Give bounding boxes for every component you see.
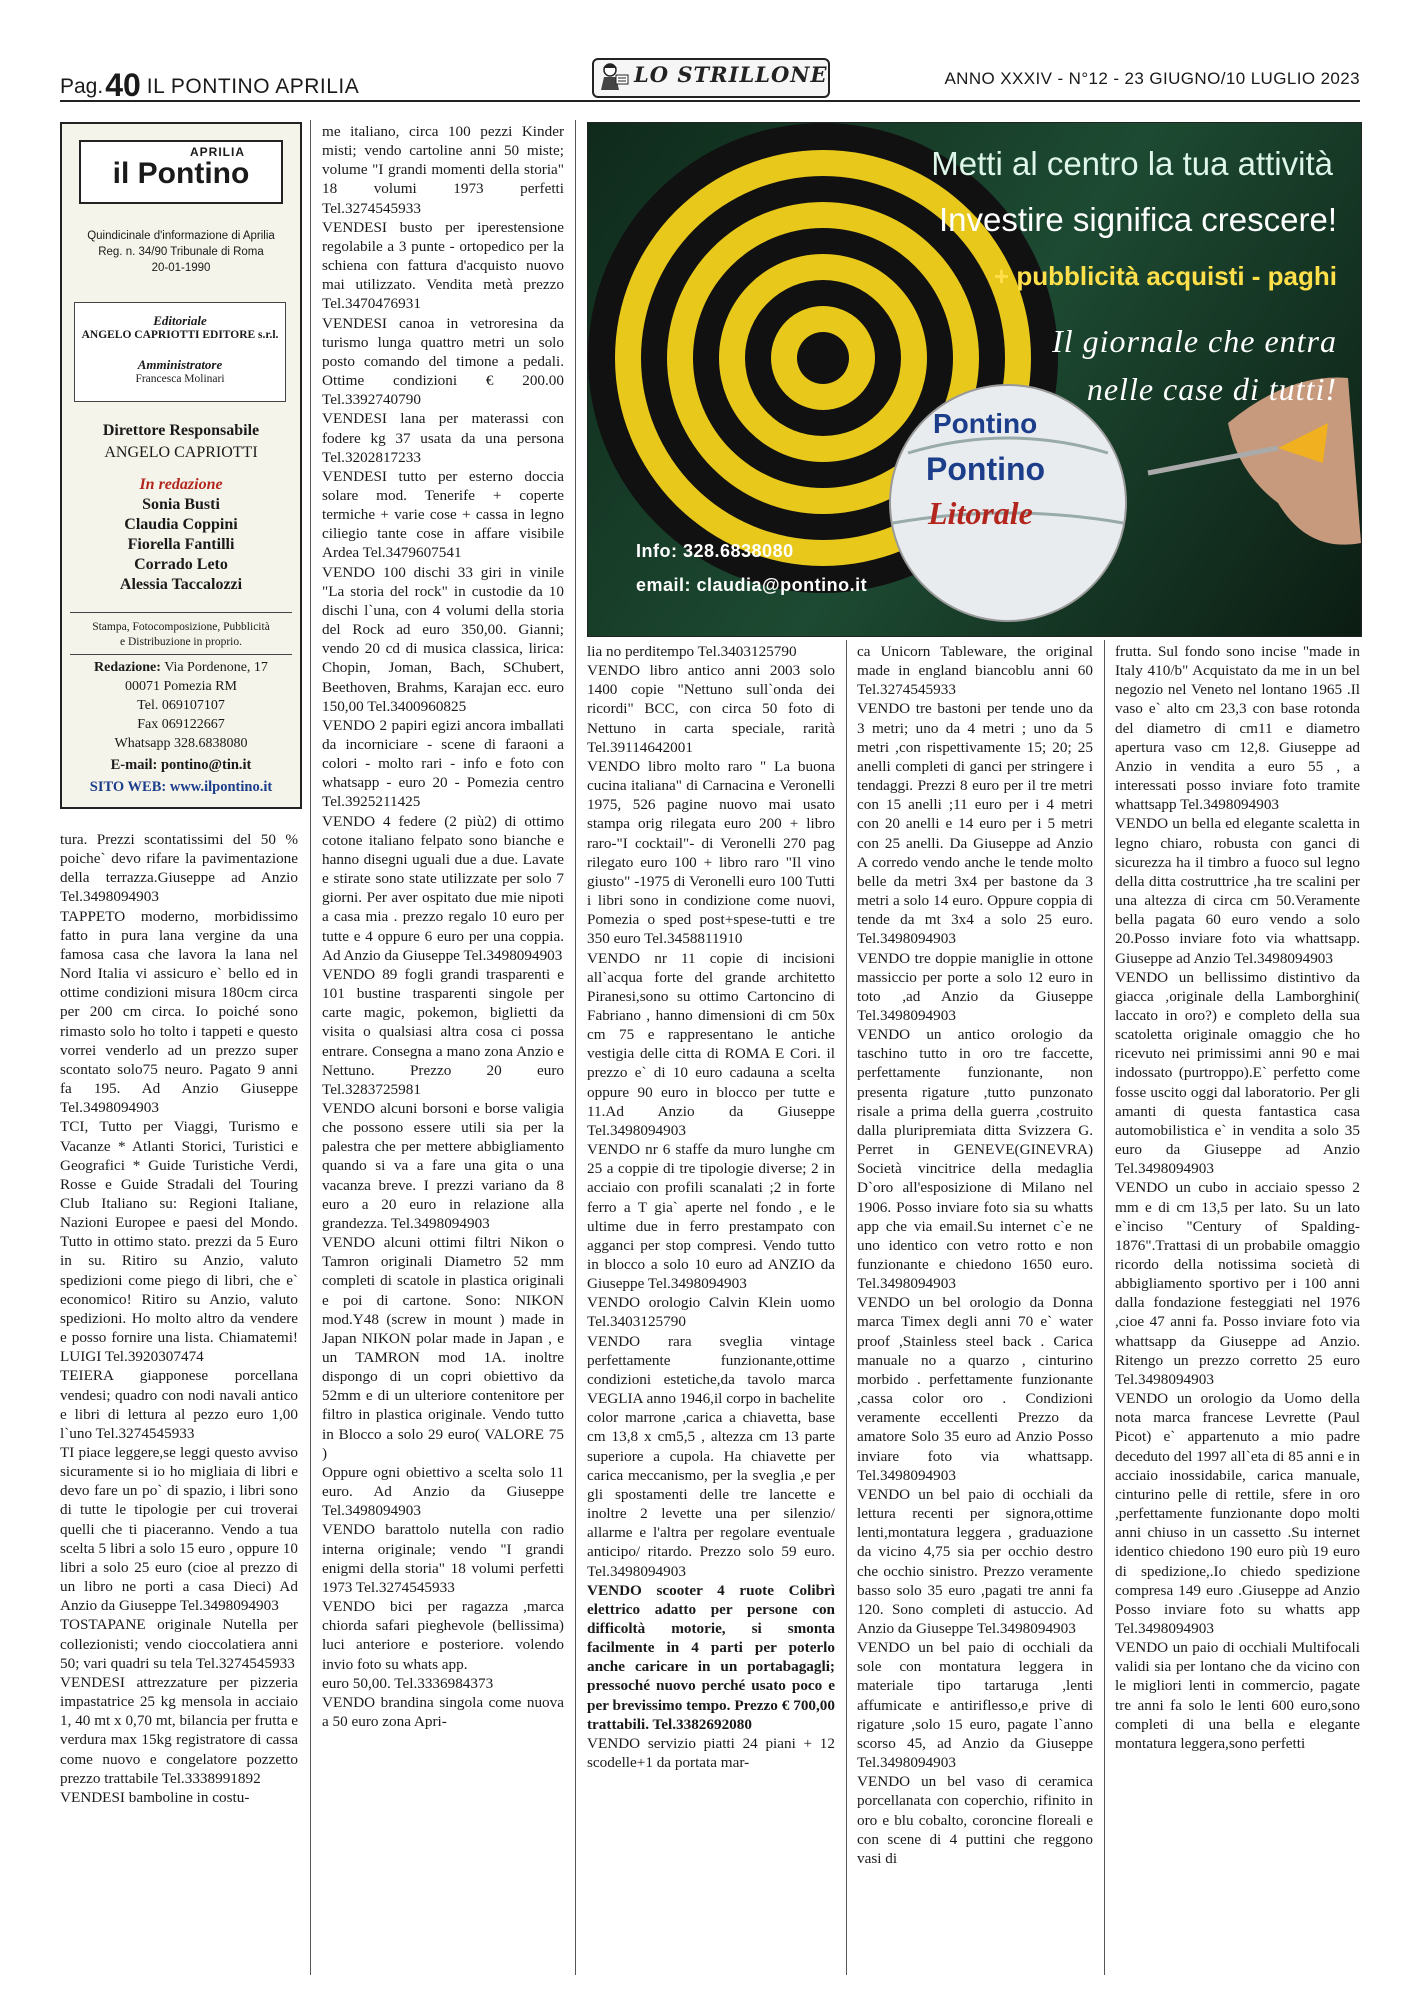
classified-ad: VENDESI tutto per esterno doccia solare mod. Tenerife + coperte termiche + varie cose + cassa in legno ciliegio tante cose in affare visibile Ardea Tel.3479607541 [322, 467, 564, 562]
redazione-label: In redazione [139, 476, 223, 493]
classified-ad: VENDO un bel orologio da Donna marca Timex degli anni 70 e` water proof ,Stainless steel back . Carica manuale no a quarzo , cinturino morbido . perfettamente funzionante ,cassa color oro . Condizioni veramente eccellenti Prezzo da amatore Solo 35 euro ad Anzio Posso inviare foto via whattsapp. Tel.3498094903 [857, 1294, 1093, 1484]
redazione-member: Fiorella Fantilli [127, 536, 235, 553]
classified-ad: VENDO un bel paio di occhiali da lettura recenti per signora,ottime lenti,montatura leggera , graduazione da vicino 4,75 sia per occhio destro che occhio sinistro. Prezzo veramente basso solo 35 euro ,pagati tre anni fa 120. Sono completi di astuccio. Ad Anzio da Giuseppe Tel.3498094903 [857, 1485, 1093, 1637]
masthead-city: APRILIA [190, 145, 245, 159]
classified-ad: VENDO alcuni ottimi filtri Nikon o Tamron originali Diametro 52 mm completi di scatole in plastica originali e poi di cartone. Sono: NIKON mod.Y48 (screw in mount ) made in Japan NIKON polar made in Japan , e un TAMRON mod 1A. inoltre dispongo di un copri obiettivo da 52mm e di un ulteriore contenitore per filtro in plastica originale. Vendo tutto in Blocco a solo 29 euro( VALORE 75 ) [322, 1234, 564, 1462]
ad-slogan-2: nelle case di tutti! [1086, 371, 1337, 407]
publisher-box [74, 302, 286, 402]
issue-info: ANNO XXXIV - N°12 - 23 GIUGNO/10 LUGLIO 2023 [944, 69, 1360, 88]
masthead-name: il Pontino [112, 157, 250, 190]
classified-ad: VENDO un cubo in acciaio spesso 2 mm e di cm 13,5 per lato. Su un lato e`inciso "Century of Spalding-1876".Trattasi di un probabile omaggio ricordo della notissima società di abbigliamento sportivo per i 100 anni dalla fondazione festeggiati nel 1976 ,cioe 47 anni fa. Posso inviare foto via whattsapp da Giuseppe ad Anzio. Ritengo un prezzo corretto 25 euro Tel.3498094903 [1115, 1179, 1360, 1388]
classified-ad: TI piace leggere,se leggi questo avviso sicuramente si io ho migliaia di libri e devo fare un po` di spazio, i libri sono di tutte le tipologie per cui troverai quelli che ti piaceranno. Vendo a tua scelta 5 libri a solo 15 euro , oppure 10 libri a solo 25 euro (cioe al prezzo di un libro ne porti a casa Dieci) Ad Anzio da Giuseppe Tel.3498094903 [60, 1444, 298, 1615]
fax-line: Fax 069122667 [137, 717, 225, 732]
redazione-member: Sonia Busti [142, 496, 220, 513]
classified-ad: frutta. Sul fondo sono incise "made in Italy 410/b" Acquistato da me in un bel negozio nel Veneto nel lontano 1965 .Il vaso e` alto cm 23,3 con base rotonda del diametro di cm11 e diametro apertura vaso cm 12,8. Giuseppe ad Anzio in vendita a euro 55 , a interessati posso inviare foto tramite whattsapp Tel.3498094903 [1115, 643, 1360, 814]
classified-ad: VENDO barattolo nutella con radio interna originale; vendo "I grandi enigmi della storia" 18 volumi perfetti 1973 Tel.3274545933 [322, 1521, 564, 1596]
masthead-desc-1: Quindicinale d'informazione di Aprilia [87, 230, 275, 242]
target-ring [797, 332, 849, 384]
classified-ad: VENDO nr 11 copie di incisioni all`acqua forte del grande architetto Piranesi,sono su ottimo Cartoncino di Fabriano , hanno dimensioni di cm 50x cm 75 e rappresentano le antiche vestigia delle citta di ROMA E Cori. il prezzo e` di 10 euro cadauna a scelta oppure 90 euro in blocco per tutte e 11.Ad Anzio da Giuseppe Tel.3498094903 [587, 949, 835, 1139]
classified-ad: VENDO libro molto raro " La buona cucina italiana" di Carnacina e Veronelli 1975, 526 pagine nuovo mai usato stampa orig rilegata euro 200 + libro raro-"I cocktail"- di Veronelli 270 pag rilegato euro 100 + libro raro "Il vino giusto" -1975 di Veronelli euro 100 Tutti i libri sono in condizione come nuovi, Pomezia o sped post+spese-tutti e tre 350 euro Tel.3458811910 [587, 757, 835, 948]
tel-line: Tel. 069107107 [137, 698, 225, 713]
classified-ad: VENDO libro antico anni 2003 solo 1400 copie "Nettuno sull`onda dei ricordi" BCC, con circa 50 foto di Nettuno in carta speciale, rarità Tel.39114642001 [587, 662, 835, 756]
masthead-title [79, 140, 283, 204]
page-number: 40 [105, 67, 141, 103]
classified-ad: tura. Prezzi scontatissimi del 50 % poiche` devo rifare la pavimentazione della terrazza.Giuseppe ad Anzio Tel.3498094903 [60, 831, 298, 906]
redazione-member: Alessia Taccalozzi [119, 576, 243, 593]
classified-ad: ca Unicorn Tableware, the original made in england biancoblu anni 60 Tel.3274545933 [857, 643, 1093, 699]
ad-paper-title: Pontino [933, 408, 1038, 439]
classified-ad: VENDO rara sveglia vintage perfettamente funzionante,ottime condizioni estetiche,da tavolo marca VEGLIA anno 1946,il corpo in bachelite color marrone ,carica a chiavetta, base cm 13,8 x cm5,5 , altezza cm 13 parte superiore a cupola. Ha chiavette per carica meccanismo, per la sveglia ,e per gli spostamenti delle tre lancette e inoltre 2 levette una per silenzio/ allarme e l'altra per regolare eventuale anticipo/ ritardo. Prezzo solo 59 euro. Tel.3498094903 [587, 1332, 835, 1580]
column-3 [587, 642, 835, 1772]
classified-ad: VENDO 89 fogli grandi trasparenti e 101 bustine trasparenti singole per carte magic, pokemon, biglietti da visita o qualsiasi altra cosa ci possa entrare. Consegna a mano zona Anzio e Nettuno. Prezzo 20 euro Tel.3283725981 [322, 965, 564, 1098]
ad-tagline: + pubblicità acquisti - paghi [993, 261, 1337, 291]
column-4 [857, 642, 1093, 1868]
classified-ad: VENDO un orologio da Uomo della nota marca francese Levrette (Paul Picot) e` appartenuto a mio padre deceduto del 1997 all`eta di 85 anni e in acciaio inossidabile, carica manuale, cinturino pelle di rettile, sfere in oro ,perfettamente funzionante dopo molti anni chiuso in un cassetto .Su internet identico chiedono 190 euro più 19 euro di spedizione,.Io chiedo spedizione compresa 149 euro .Giuseppe ad Anzio Posso inviare foto su whatts app Tel.3498094903 [1115, 1390, 1360, 1637]
classified-ad: VENDO brandina singola come nuova a 50 euro zona Apri- [322, 1693, 564, 1730]
website-line: SITO WEB: www.ilpontino.it [89, 779, 273, 795]
amministratore-name: Francesca Molinari [135, 373, 225, 385]
ad-paper-title: Pontino [926, 451, 1046, 487]
column-separator [1104, 640, 1105, 1975]
classified-ad: VENDO orologio Calvin Klein uomo Tel.3403125790 [587, 1294, 835, 1331]
classified-ad: VENDO un bel vaso di ceramica porcellanata con coperchio, rifinito in oro e blu cobalto, coroncine floreali e con scene di 4 puttini che reggono vasi di [857, 1773, 1093, 1867]
classified-ad: VENDO un bella ed elegante scaletta in legno chiaro, robusta con ganci di sicurezza ha il timbro a fuoco sul legno della ditta costruttrice ,ha tre scalini per una altezza di circa cm 50.Veramente bella pagata 60 euro vendo a solo 20.Posso inviare foto via whattsapp. Giuseppe ad Anzio Tel.3498094903 [1115, 815, 1360, 967]
direttore-name: ANGELO CAPRIOTTI [104, 444, 258, 461]
column-separator [575, 120, 576, 1975]
masthead-box [60, 122, 302, 809]
logo-wordmark: LO STRILLONE [634, 62, 828, 87]
classified-ad: VENDO un antico orologio da taschino tutto in oro tre faccette, perfettamente funzionante, non presenta rigature ,tutto punzonato risale a prima della guerra ,costruito dalla pluripremiata ditta Svizzera G. Perret in GENEVE(GINEVRA) Società vincitrice della medaglia D`oro all'esposizione di Milano nel 1906. Posso inviare foto sia su whatts app che via email.Su internet c`e ne uno identico con vetro rotto e non funzionante e chiedono 1650 euro. Tel.3498094903 [857, 1026, 1093, 1293]
classified-ad: VENDO un bellissimo distintivo da giacca ,originale della Lamborghini( laccato in oro?) e completo della sua scatoletta originale omaggio che ho ricevuto nei primissimi anni 90 e mai indossato (purtroppo).E` perfetto come fosse uscito oggi dal laboratorio. Per gli amanti di questa fantastica casa automobilistica e` in vendita a solo 35 euro da Giuseppe ad Anzio Tel.3498094903 [1115, 968, 1360, 1178]
classified-ad: TEIERA giapponese porcellana vendesi; quadro con nodi navali antico e libri di lettura al pezzo euro 1,00 l`uno Tel.3274545933 [60, 1367, 298, 1442]
masthead-divider [70, 612, 292, 613]
address-value: Via Pordenone, 17 [164, 660, 268, 675]
classified-ad: VENDO un paio di occhiali Multifocali validi sia per lontano che da vicino con le migliori lenti in commercio, pagate tre anni fa solo le lenti 600 euro,sono completi di una bella e elegante montatura leggera,sono perfetti [1115, 1639, 1360, 1752]
stampa-line-1: Stampa, Fotocomposizione, Pubblicità [92, 621, 270, 633]
cap-line: 00071 Pomezia RM [125, 679, 237, 694]
ad-info-email: email: claudia@pontino.it [636, 575, 868, 595]
ad-headline: Metti al centro la tua attività [931, 145, 1333, 182]
classified-ad: me italiano, circa 100 pezzi Kinder misti; vendo cartoline anni 50 miste; volume "I grandi momenti della storia" 18 volumi 1973 perfetti Tel.3274545933 [322, 123, 564, 217]
classified-ad: VENDO alcuni borsoni e borse valigia che possono essere utili sia per la palestra che per mettere abbigliamento quando si va a fare una gita o una vacanza breve. I prezzi variano da 8 euro a 20 euro in relazione alla grandezza. Tel.3498094903 [322, 1099, 564, 1232]
classified-ad: VENDO un bel paio di occhiali da sole con montatura leggera in materiale tipo tartaruga ,lenti affumicate e antiriflesso,e prive di rigature ,solo 15 euro, pagate l`anno scorso 45, ad Anzio da Giuseppe Tel.3498094903 [857, 1639, 1093, 1772]
classified-ad-bold: VENDO scooter 4 ruote Colibrì elettrico adatto per persone con difficoltà motorie, si smonta facilmente in 4 parti per poterlo anche caricare in un portabagagli; pressoché nuovo perché usato poco e per brevissimo tempo. Prezzo € 700,00 trattabili. Tel.3382692080 [587, 1581, 835, 1733]
editoriale-label: Editoriale [153, 313, 207, 328]
header-left [60, 64, 359, 101]
classified-ad: VENDO tre bastoni per tende uno da 3 metri; uno da 4 metri ; uno da 5 metri ,con rispettivamente 15; 20; 25 anelli completi di ganci per stringere i tendaggi. Prezzi 8 euro per il tre metri con 15 anelli ;11 euro per i 4 metri con 20 anelli e 14 euro per i 5 metri con 25 anelli. Da Giuseppe ad Anzio A corredo vendo anche le tende molto belle da metri 3x4 per bastone da 3 metri a solo 14 euro. Oppure coppia di tende da mt 3x4 a solo 25 euro. Tel.3498094903 [857, 700, 1093, 948]
ad-slogan-1: Il giornale che entra [1052, 323, 1337, 359]
classified-ad: VENDO servizio piatti 24 piani + 12 scodelle+1 da portata mar- [587, 1734, 835, 1772]
page-header [60, 62, 1360, 102]
classified-ad: VENDO 100 dischi 33 giri in vinile "La storia del rock" in custodie da 10 dischi l`una, con 4 volumi della storia del Rock ad euro 350,00. Gianni; vendo 20 cd di musica classica, lirica: Chopin, Joman, Bach, SChubert, Beethoven, Brahms, Karajan ecc. euro 150,00 Tel.3400960825 [322, 563, 564, 715]
column-5 [1115, 642, 1360, 1753]
column-1 [60, 830, 298, 1807]
redazione-member: Claudia Coppini [124, 516, 238, 533]
page-label: Pag. [60, 75, 104, 98]
newspaper-name: IL PONTINO APRILIA [146, 75, 360, 98]
classified-ad: VENDESI bamboline in costu- [60, 1788, 250, 1806]
editoriale-name: ANGELO CAPRIOTTI EDITORE s.r.l. [81, 329, 279, 341]
classified-ad: VENDESI busto per iperestensione regolabile a 3 punte - ortopedico per la schiena con fattura d'acquisto nuovo mai utilizzato. Vendita metà prezzo Tel.3470476931 [322, 218, 564, 313]
classified-ad: VENDO 2 papiri egizi ancora imballati da incorniciare - scene di faraoni a colori - molto rari - info e foto con whatsapp - euro 20 - Pomezia centro Tel.3925211425 [322, 716, 564, 811]
stampa-line-2: e Distribuzione in proprio. [119, 636, 242, 648]
amministratore-label: Amministratore [137, 357, 223, 372]
classified-ad: TCI, Tutto per Viaggi, Turismo e Vacanze * Atlanti Storici, Turistici e Geografici * Guide Turistiche Verdi, Rosse e Guide Stradali del Touring Club Italiano su: Regioni Italiane, Nazioni Europee e paesi del Mondo. Tutto in ottimo stato. prezzi da 5 Euro in su. Ritiro su Anzio, valuto spedizioni come piego di libri, che e` economico! Ritiro su Anzio, valuto spedizioni. Ho molto altro da vendere e posso fornire una lista. Chiamatemi! LUIGI Tel.3920307474 [60, 1118, 298, 1366]
masthead-desc-2: Reg. n. 34/90 Tribunale di Roma [98, 246, 264, 258]
address-label: Redazione: [94, 660, 161, 675]
redazione-address [62, 660, 300, 676]
classified-ad: VENDESI lana per materassi con fodere kg 37 usata da una persona Tel.3202817233 [322, 410, 564, 466]
masthead-desc-3: 20-01-1990 [151, 262, 211, 274]
classified-ad: TAPPETO moderno, morbidissimo fatto in pura lana vergine da una famosa casa che lavora la lana nel Nord Italia vi assicuro e` bello ed in ottime condizioni misura 180cm circa per 200 cm circa. Io poiché sono rimasto solo ho tolto i tappeti e questo vorrei venderlo ad un prezzo super scontato solo75 neuro. Pagato 9 anni fa 195. Ad Anzio Giuseppe Tel.3498094903 [60, 907, 298, 1117]
column-separator [846, 640, 847, 1975]
classified-ad: Oppure ogni obiettivo a scelta solo 11 euro. Ad Anzio da Giuseppe Tel.3498094903 [322, 1463, 564, 1520]
classified-ad: VENDESI attrezzature per pizzeria impastatrice 25 kg mensola in acciaio 1, 40 mt x 0,70 mt, bilancia per frutta e verdura max 15kg registratore di cassa come nuovo e congelatore pozzetto prezzo trattabile Tel.3338991892 [60, 1673, 298, 1787]
classified-ad: VENDESI canoa in vetroresina da turismo lunga quattro metri un solo posto comando del timone a pedali. Ottime condizioni € 200.00 Tel.3392740790 [322, 314, 564, 409]
column-separator [310, 120, 311, 1975]
classified-ad: VENDO tre doppie maniglie in ottone massiccio per porte a solo 12 euro in toto ,ad Anzio da Giuseppe Tel.3498094903 [857, 949, 1093, 1024]
classified-ad: VENDO nr 6 staffe da muro lunghe cm 25 a coppie di tre tipologie diverse; 2 in acciaio con profili scanalati ;2 in forte ferro a T gia` aperte nel fondo , e le ultime due in ferro prestampato con agganci per stop compresi. Vendo tutto in blocco a solo 10 euro ad ANZIO da Giuseppe Tel.3498094903 [587, 1141, 835, 1293]
classified-ad: VENDO bici per ragazza ,marca chiorda safari pieghevole (bellissima) luci anteriore e posteriore. volendo invio foto su whats app. [322, 1598, 564, 1673]
ad-info-phone: Info: 328.6838080 [636, 541, 794, 561]
classified-ad: euro 50,00. Tel.3336984373 [322, 1674, 494, 1692]
column-2 [322, 122, 564, 1731]
email-line: E-mail: pontino@tin.it [110, 757, 252, 773]
classified-ad: lia no perditempo Tel.3403125790 [587, 643, 797, 660]
redazione-member: Corrado Leto [134, 556, 228, 573]
strillone-logo [592, 58, 830, 98]
direttore-label: Direttore Responsabile [102, 422, 260, 439]
classified-ad: VENDO 4 federe (2 più2) di ottimo cotone italiano felpato sono bianche e hanno disegni uguali due a due. Lavate e stirate sono state utilizzate per solo 7 giorni. Per aver ospitato due mie nipoti a casa mia . prezzo regalo 10 euro per tutte e 4 oppure 6 euro per una coppia. Ad Anzio da Giuseppe Tel.3498094903 [322, 812, 564, 964]
newsboy-mascot-icon [596, 61, 630, 91]
classified-ad: TOSTAPANE originale Nutella per collezionisti; vendo cioccolatiera anni 50; vari quadri su tela Tel.3274545933 [60, 1616, 298, 1672]
ad-subheadline: Investire significa crescere! [939, 201, 1337, 238]
ad-paper-title: Litorale [928, 495, 1033, 531]
advertisement-banner [587, 122, 1362, 637]
masthead-divider [70, 654, 292, 655]
whatsapp-line: Whatsapp 328.6838080 [114, 736, 248, 751]
